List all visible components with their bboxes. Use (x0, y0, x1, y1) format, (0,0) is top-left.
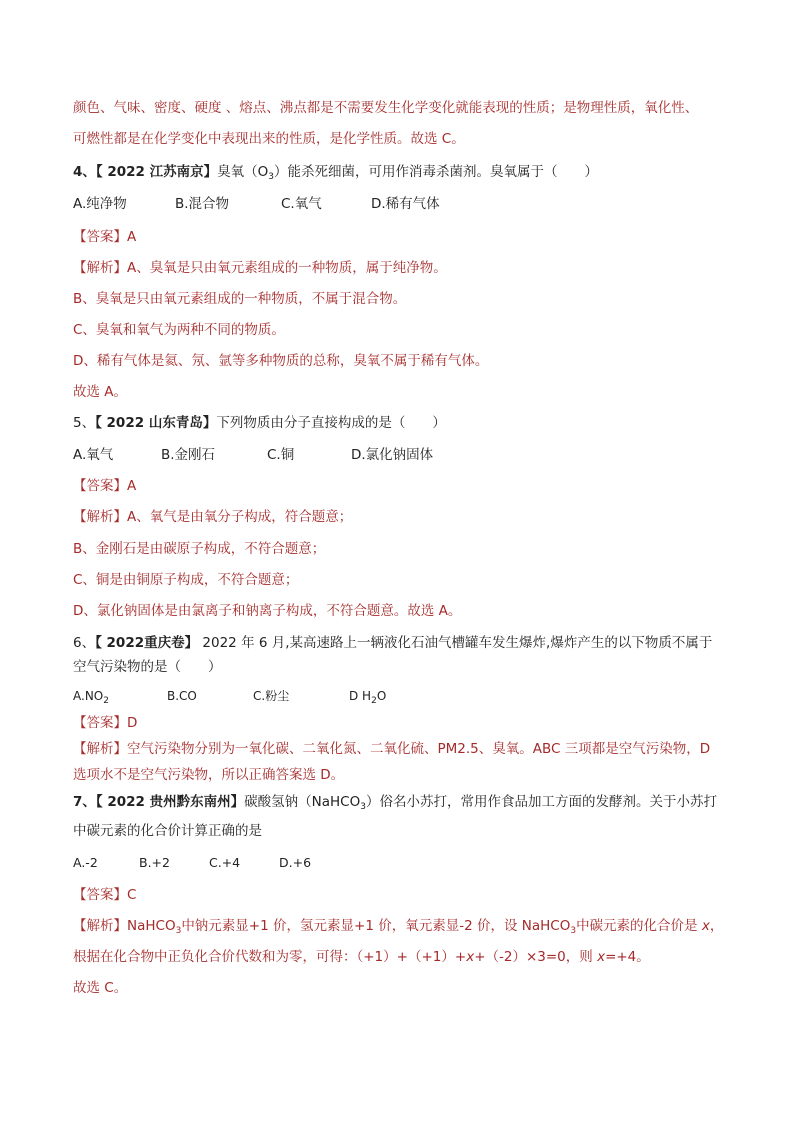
answer-label: 【答案】 (73, 715, 127, 731)
question-5-stem-text: 下列物质由分子直接构成的是（ ） (216, 415, 446, 431)
question-4-option-a: A.纯净物 (73, 196, 127, 212)
question-6-source: 【 2022重庆卷】 (95, 635, 199, 651)
analysis-sub: 3 (570, 926, 577, 936)
analysis-text: 中碳元素的化合价是 (576, 918, 702, 934)
question-5-option-b: B.金刚石 (161, 447, 216, 463)
intro-line-2: 可燃性都是在化学变化中表现出来的性质，是化学性质。故选 C。 (73, 131, 465, 147)
question-5-analysis-2: B、金刚石是由碳原子构成，不符合题意； (73, 541, 326, 557)
question-7-option-c: C.+4 (209, 855, 241, 870)
intro-line-1: 颜色、气味、密度、硬度 、熔点、沸点都是不需要发生化学变化就能表现的性质；是物理性质，氧化性、 (73, 100, 699, 116)
question-4-analysis-1 (73, 258, 447, 278)
question-4-stem (73, 162, 598, 182)
question-7-source: 【 2022 贵州黔东南州】 (95, 794, 245, 810)
question-7-option-b: B.+2 (139, 855, 170, 870)
question-6-number: 6、 (73, 635, 96, 651)
question-4-analysis-4: D、稀有气体是氦、氖、氩等多种物质的总称，臭氧不属于稀有气体。 (73, 353, 489, 369)
question-6-option-d (349, 686, 386, 706)
analysis-text: NaHCO (127, 918, 176, 934)
question-4-conclusion: 故选 A。 (73, 384, 128, 400)
question-5-option-c: C.铜 (267, 447, 295, 463)
question-4-options (73, 194, 440, 214)
question-4-analysis-3: C、臭氧和氧气为两种不同的物质。 (73, 322, 285, 338)
analysis-text: =+4。 (605, 949, 650, 965)
question-4-option-c: C.氧气 (281, 196, 322, 212)
answer-value: A (127, 229, 137, 245)
question-5-option-d: D.氯化钠固体 (351, 447, 434, 463)
question-5-source: 【 2022 山东青岛】 (95, 415, 217, 431)
question-7-options (73, 853, 311, 873)
question-5-analysis-1 (73, 507, 352, 527)
answer-label: 【答案】 (73, 478, 127, 494)
analysis-variable: x (597, 949, 606, 965)
question-7-stem (73, 792, 717, 812)
answer-label: 【答案】 (73, 887, 127, 903)
question-4-source: 【 2022 江苏南京】 (95, 164, 218, 180)
analysis-text: 空气污染物分别为一氧化碳、二氧化氮、二氧化硫、PM2.5、臭氧。ABC 三项都是空气污染物，D (127, 741, 711, 757)
question-7-conclusion: 故选 C。 (73, 980, 128, 996)
question-6-analysis-1 (73, 739, 710, 759)
question-7-stem-line-2: 中碳元素的化合价计算正确的是 (73, 823, 262, 839)
analysis-text: ， (709, 918, 724, 934)
analysis-label: 【解析】 (73, 918, 127, 934)
question-6-analysis-2: 选项水不是空气污染物，所以正确答案选 D。 (73, 767, 345, 783)
option-sub: 2 (371, 696, 377, 706)
question-4-stem-a: 臭氧（O (217, 164, 269, 180)
question-5-stem (73, 413, 446, 433)
option-text: D H (349, 689, 372, 703)
analysis-label: 【解析】 (73, 260, 127, 276)
question-7-answer (73, 885, 136, 905)
question-6-stem-line-1: 2022 年 6 月,某高速路上一辆液化石油气槽罐车发生爆炸,爆炸产生的以下物质不属于 (198, 635, 713, 651)
question-5-analysis-4: D、氯化钠固体是由氯离子和钠离子构成，不符合题意。故选 A。 (73, 603, 462, 619)
question-7-analysis-2 (73, 947, 650, 967)
question-4-stem-b: ）能杀死细菌，可用作消毒杀菌剂。臭氧属于（ ） (274, 164, 599, 180)
question-6-option-c: C.粉尘 (253, 689, 290, 703)
question-5-analysis-3: C、铜是由铜原子构成，不符合题意； (73, 572, 299, 588)
question-6-option-b: B.CO (167, 689, 197, 703)
analysis-text: +（-2）×3=0，则 (474, 949, 598, 965)
question-4-answer (73, 227, 136, 247)
question-7-analysis-1 (73, 916, 723, 936)
question-5-option-a: A.氧气 (73, 447, 114, 463)
question-7-stem-sub: 3 (360, 802, 366, 812)
analysis-sub: 3 (175, 926, 182, 936)
analysis-variable: x (466, 949, 475, 965)
answer-label: 【答案】 (73, 229, 127, 245)
question-5-options (73, 445, 433, 465)
question-7-stem-b: ）俗名小苏打，常用作食品加工方面的发酵剂。关于小苏打 (365, 794, 717, 810)
answer-value: C (127, 887, 137, 903)
question-4-option-d: D.稀有气体 (371, 196, 440, 212)
question-7-number: 7、 (73, 794, 96, 810)
analysis-text: A、氧气是由氧分子构成，符合题意； (127, 509, 353, 525)
analysis-label: 【解析】 (73, 741, 127, 757)
option-text: A.NO (73, 689, 104, 703)
question-4-number: 4、 (73, 164, 96, 180)
analysis-label: 【解析】 (73, 509, 127, 525)
analysis-text: 根据在化合物中正负化合价代数和为零，可得：（+1）+（+1）+ (73, 949, 467, 965)
question-4-stem-sub: 3 (268, 172, 275, 182)
question-7-option-a: A.-2 (73, 855, 98, 870)
question-4-analysis-2: B、臭氧是只由氧元素组成的一种物质，不属于混合物。 (73, 291, 407, 307)
question-5-answer (73, 476, 136, 496)
analysis-text: A、臭氧是只由氧元素组成的一种物质，属于纯净物。 (127, 260, 447, 276)
question-7-stem-a: 碳酸氢钠（NaHCO (244, 794, 361, 810)
question-5-number: 5、 (73, 415, 96, 431)
question-6-option-a (73, 686, 167, 706)
question-7-option-d: D.+6 (279, 855, 312, 870)
question-6-stem-line-2: 空气污染物的是（ ） (73, 659, 222, 675)
answer-value: A (127, 478, 137, 494)
option-sub: 2 (103, 696, 109, 706)
question-6-stem (73, 633, 712, 653)
question-4-option-b: B.混合物 (175, 196, 230, 212)
answer-value: D (127, 715, 138, 731)
question-6-options (73, 686, 386, 706)
analysis-variable: x (701, 918, 710, 934)
option-text: O (376, 689, 387, 703)
question-6-answer (73, 713, 137, 733)
analysis-text: 中钠元素显+1 价，氢元素显+1 价，氧元素显-2 价，设 NaHCO (181, 918, 571, 934)
